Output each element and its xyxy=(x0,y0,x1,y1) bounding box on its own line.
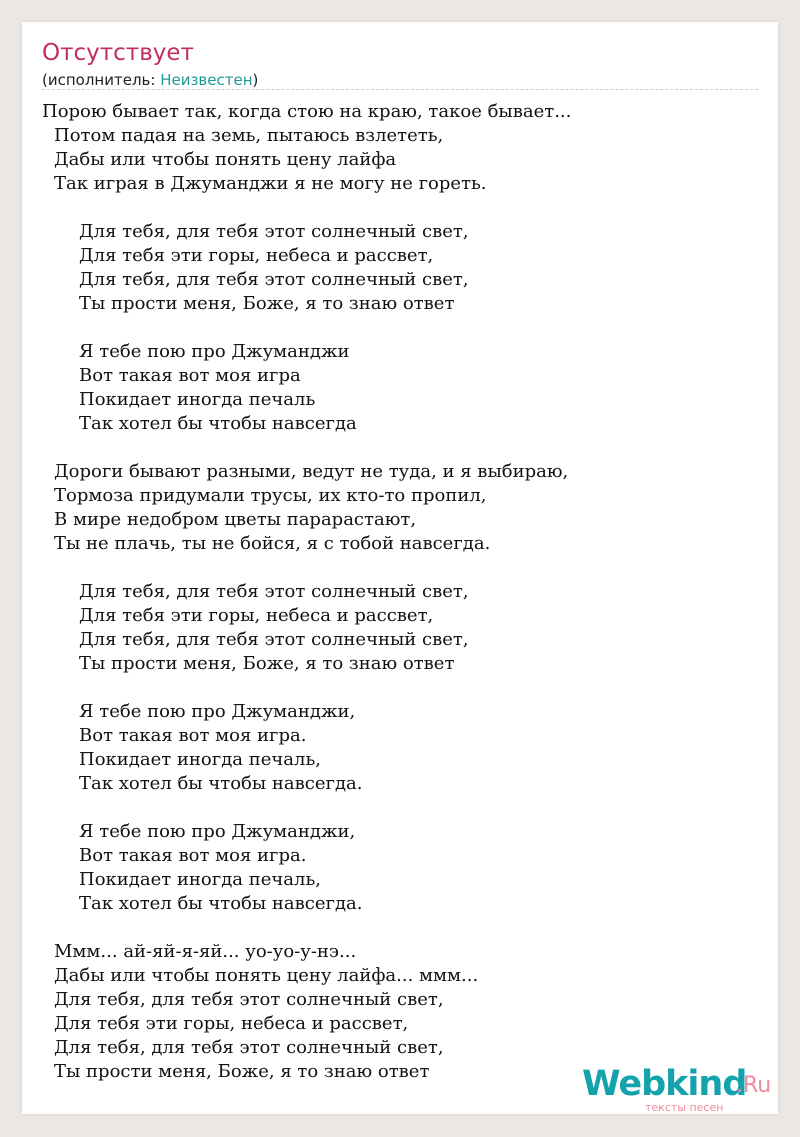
site-logo[interactable] xyxy=(582,1064,778,1114)
lyric-line: Ты прости меня, Боже, я то знаю ответ xyxy=(54,1061,430,1082)
stanza-break xyxy=(42,916,762,940)
lyric-line: Ммм... ай-яй-я-яй... уо-уо-у-нэ... xyxy=(54,941,357,962)
lyric-line: Ты не плачь, ты не бойся, я с тобой навсегда. xyxy=(54,533,491,554)
stanza-break xyxy=(42,196,762,220)
stanza-break xyxy=(42,436,762,460)
lyric-line: Для тебя эти горы, небеса и рассвет, xyxy=(54,1013,409,1034)
lyric-line: Для тебя, для тебя этот солнечный свет, xyxy=(79,269,469,290)
lyric-line: Так хотел бы чтобы навсегда. xyxy=(79,893,363,914)
logo-name: Webkind xyxy=(582,1064,747,1104)
lyric-line: Покидает иногда печаль xyxy=(79,389,316,410)
lyric-line: Для тебя, для тебя этот солнечный свет, xyxy=(79,629,469,650)
lyric-line: Для тебя, для тебя этот солнечный свет, xyxy=(54,989,444,1010)
stanza-break xyxy=(42,796,762,820)
lyric-line: Вот такая вот моя игра. xyxy=(79,845,307,866)
lyric-line: Так играя в Джуманджи я не могу не гореть. xyxy=(54,173,487,194)
performer-prefix: (исполнитель: xyxy=(42,71,161,89)
lyric-line: Дабы или чтобы понять цену лайфа... ммм... xyxy=(54,965,479,986)
lyric-line: Для тебя эти горы, небеса и рассвет, xyxy=(79,605,434,626)
lyric-line: Я тебе пою про Джуманджи, xyxy=(79,821,356,842)
stanza-break xyxy=(42,676,762,700)
stanza-break xyxy=(42,556,762,580)
lyric-line: Для тебя эти горы, небеса и рассвет, xyxy=(79,245,434,266)
lyric-line: Так хотел бы чтобы навсегда xyxy=(79,413,357,434)
header-divider xyxy=(42,89,758,90)
performer-suffix: ) xyxy=(252,71,259,89)
logo-tld: .Ru xyxy=(736,1073,772,1098)
logo-tagline: тексты песен xyxy=(645,1101,724,1114)
lyric-line: Дороги бывают разными, ведут не туда, и я выбираю, xyxy=(54,461,569,482)
lyric-line: Покидает иногда печаль, xyxy=(79,749,321,770)
lyric-line: Тормоза придумали трусы, их кто-то пропил, xyxy=(54,485,487,506)
performer-line xyxy=(42,71,258,89)
lyric-line: Я тебе пою про Джуманджи, xyxy=(79,701,356,722)
lyric-line: Я тебе пою про Джуманджи xyxy=(79,341,350,362)
lyric-line: Дабы или чтобы понять цену лайфа xyxy=(54,149,397,170)
lyric-line: Порою бывает так, когда стою на краю, такое бывает... xyxy=(42,101,572,122)
stanza-break xyxy=(42,316,762,340)
lyric-line: Покидает иногда печаль, xyxy=(79,869,321,890)
lyric-line: Вот такая вот моя игра. xyxy=(79,725,307,746)
lyrics-body xyxy=(42,100,762,1084)
lyric-line: Для тебя, для тебя этот солнечный свет, xyxy=(54,1037,444,1058)
lyric-line: Для тебя, для тебя этот солнечный свет, xyxy=(79,581,469,602)
lyric-line: Так хотел бы чтобы навсегда. xyxy=(79,773,363,794)
lyric-line: В мире недобром цветы парарастают, xyxy=(54,509,417,530)
lyric-line: Вот такая вот моя игра xyxy=(79,365,301,386)
lyric-line: Ты прости меня, Боже, я то знаю ответ xyxy=(79,653,455,674)
lyric-line: Ты прости меня, Боже, я то знаю ответ xyxy=(79,293,455,314)
lyric-line: Для тебя, для тебя этот солнечный свет, xyxy=(79,221,469,242)
lyric-line: Потом падая на земь, пытаюсь взлететь, xyxy=(54,125,444,146)
song-title: Отсутствует xyxy=(42,40,194,66)
lyrics-sheet xyxy=(22,22,778,1114)
artist-link[interactable]: Неизвестен xyxy=(160,71,253,89)
